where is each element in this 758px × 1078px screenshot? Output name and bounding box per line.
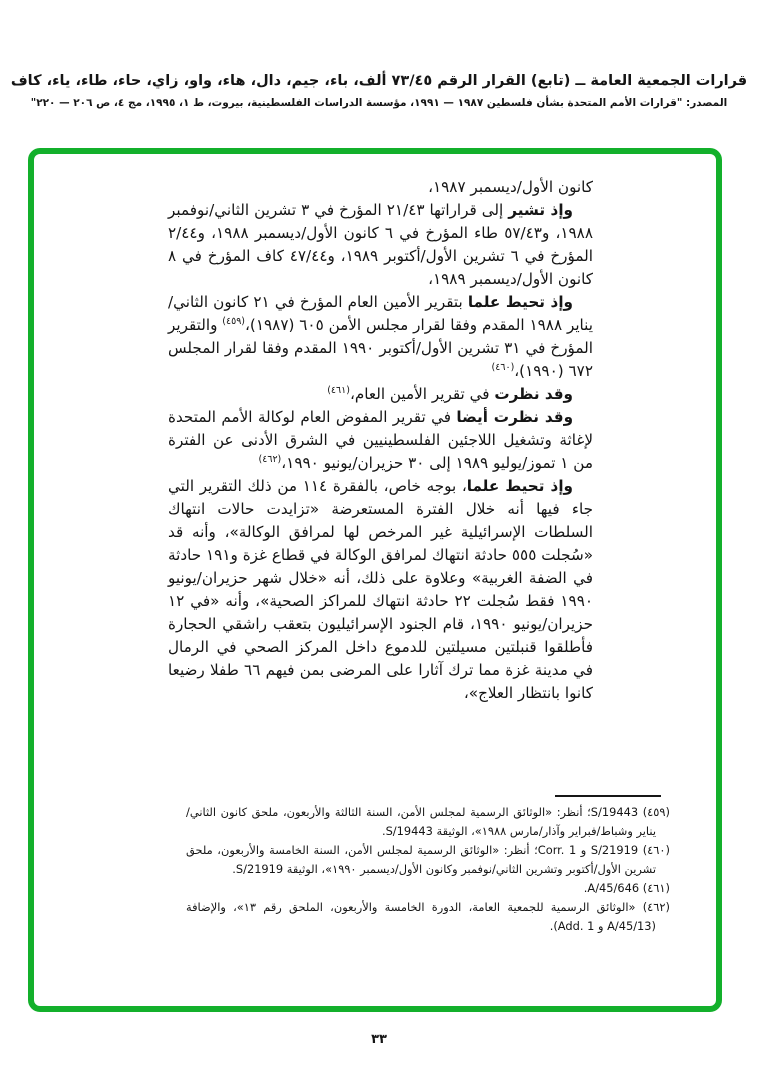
paragraph-lead: وقد نظرت bbox=[494, 385, 573, 403]
paragraph-lead: وإذ تحيط علما bbox=[467, 293, 573, 311]
paragraph-text: بتقرير الأمين العام المؤرخ في ٢١ كانون الثاني/يناير ١٩٨٨ المقدم وفقا لقرار مجلس الأمن ٦٠٥ (١٩٨٧)، bbox=[168, 293, 593, 334]
paragraph-text: ، بوجه خاص، بالفقرة ١١٤ من ذلك التقرير التي جاء فيها أنه خلال الفترة المستعرضة «تزايدت حالات انتهاك السلطات الإسرائيلية غير المرخص لها لمرافق الوكالة»، وأنه قد «سُجلت ٥٥٥ حادثة انتهاك لمرافق الوكالة في قطاع غزة و١٩١ حادثة في الضفة الغربية» وعلاوة على ذلك، أنه «خلال شهر حزيران/يونيو ١٩٩٠ فقط سُجلت ٢٢ حادثة انتهاك للمراكز الصحية»، وأنه «في ١٢ حزيران/يونيو ١٩٩٠، قام الجنود الإسرائيليون بتعقب راشقي الحجارة فأطلقوا قنبلتين مسيلتين للدموع داخل المركز الصحي في الرمال في مدينة غزة مما ترك آثارا على المرضى بمن فيهم ٦٦ طفلا رضيعا كانوا بانتظار العلاج»، bbox=[168, 477, 594, 702]
footnotes-block bbox=[186, 803, 670, 936]
footnote-reference: (٤٦٠) bbox=[491, 361, 515, 373]
footnote-text: S/21919 و Corr. 1؛ أنظر: «الوثائق الرسمية لمجلس الأمن، السنة الخامسة والأربعون، ملحق تشرين الأول/أكتوبر وتشرين الثاني/نوفمبر وكانون الأول/ديسمبر ١٩٩٠»، الوثيقة S/21919. bbox=[186, 843, 656, 876]
resolution-paragraph bbox=[168, 199, 593, 291]
footnote-reference: (٤٥٩) bbox=[222, 315, 246, 327]
green-border-box bbox=[28, 148, 722, 1012]
footnote-marker: (٤٥٩) bbox=[638, 805, 670, 819]
footnote bbox=[186, 879, 670, 898]
page-number: ٣٣ bbox=[371, 1032, 387, 1047]
footnote-separator bbox=[555, 795, 661, 797]
header-source: المصدر: "قرارات الأمم المتحدة بشأن فلسطين ١٩٨٧ — ١٩٩١، مؤسسة الدراسات الفلسطينية، بيروت، ط ١، ١٩٩٥، مج ٤، ص ٢٠٦ — ٢٢٠" bbox=[30, 97, 728, 109]
resolution-paragraph bbox=[168, 291, 593, 383]
paragraph-text: كانون الأول/ديسمبر ١٩٨٧، bbox=[428, 178, 593, 196]
footnote-reference: (٤٦١) bbox=[327, 384, 350, 396]
footnote-marker: (٤٦٠) bbox=[638, 843, 670, 857]
resolution-text bbox=[168, 176, 593, 705]
paragraph-lead: وقد نظرت أيضا bbox=[456, 408, 574, 426]
resolution-paragraph bbox=[168, 406, 593, 475]
footnote bbox=[186, 841, 670, 879]
footnote-text: A/45/646. bbox=[583, 881, 640, 895]
paragraph-text: إلى قراراتها ٢١/٤٣ المؤرخ في ٣ تشرين الثاني/نوفمبر ١٩٨٨، و٥٧/٤٣ طاء المؤرخ في ٦ كانون الأول/ديسمبر ١٩٨٨، و٢/٤٤ المؤرخ في ٦ تشرين الأول/أكتوبر ١٩٨٩، و٤٧/٤٤ كاف المؤرخ في ٨ كانون الأول/ديسمبر ١٩٨٩، bbox=[168, 201, 593, 288]
footnote-marker: (٤٦٢) bbox=[635, 900, 670, 914]
paragraph-text: والتقرير المؤرخ في ٣١ تشرين الأول/أكتوبر ١٩٩٠ المقدم وفقا لقرار المجلس ٦٧٢ (١٩٩٠)، bbox=[168, 316, 594, 380]
resolution-paragraph bbox=[168, 383, 593, 406]
footnote-text: S/19443؛ أنظر: «الوثائق الرسمية لمجلس الأمن، السنة الثالثة والأربعون، ملحق كانون الثاني/يناير وشباط/فبراير وآذار/مارس ١٩٨٨»، الوثيقة S/19443. bbox=[186, 805, 656, 838]
footnote bbox=[186, 898, 670, 936]
header-title: قرارات الجمعية العامة ــ (تابع) القرار الرقم ٧٣/٤٥ ألف، باء، جيم، دال، هاء، واو، زاي، حاء، طاء، ياء، كاف bbox=[10, 73, 748, 89]
paragraph-text: في تقرير المفوض العام لوكالة الأمم المتحدة لإغاثة وتشغيل اللاجئين الفلسطينيين في الشرق الأدنى عن الفترة من ١ تموز/يوليو ١٩٨٩ إلى ٣٠ حزيران/يونيو ١٩٩٠، bbox=[168, 408, 593, 472]
page-header bbox=[0, 70, 758, 112]
footnote-reference: (٤٦٢) bbox=[258, 453, 282, 465]
paragraph-lead: وإذ تحيط علما bbox=[466, 477, 574, 495]
resolution-paragraph bbox=[168, 475, 593, 705]
paragraph-lead: وإذ تشير bbox=[508, 201, 573, 219]
footnote-marker: (٤٦١) bbox=[639, 881, 670, 895]
resolution-paragraph bbox=[168, 176, 593, 199]
footnote-text: «الوثائق الرسمية للجمعية العامة، الدورة الخامسة والأربعون، الملحق رقم ١٣»، والإضافة (A/45/13 و Add. 1). bbox=[186, 900, 656, 933]
footnote bbox=[186, 803, 670, 841]
paragraph-text: في تقرير الأمين العام، bbox=[349, 385, 495, 403]
